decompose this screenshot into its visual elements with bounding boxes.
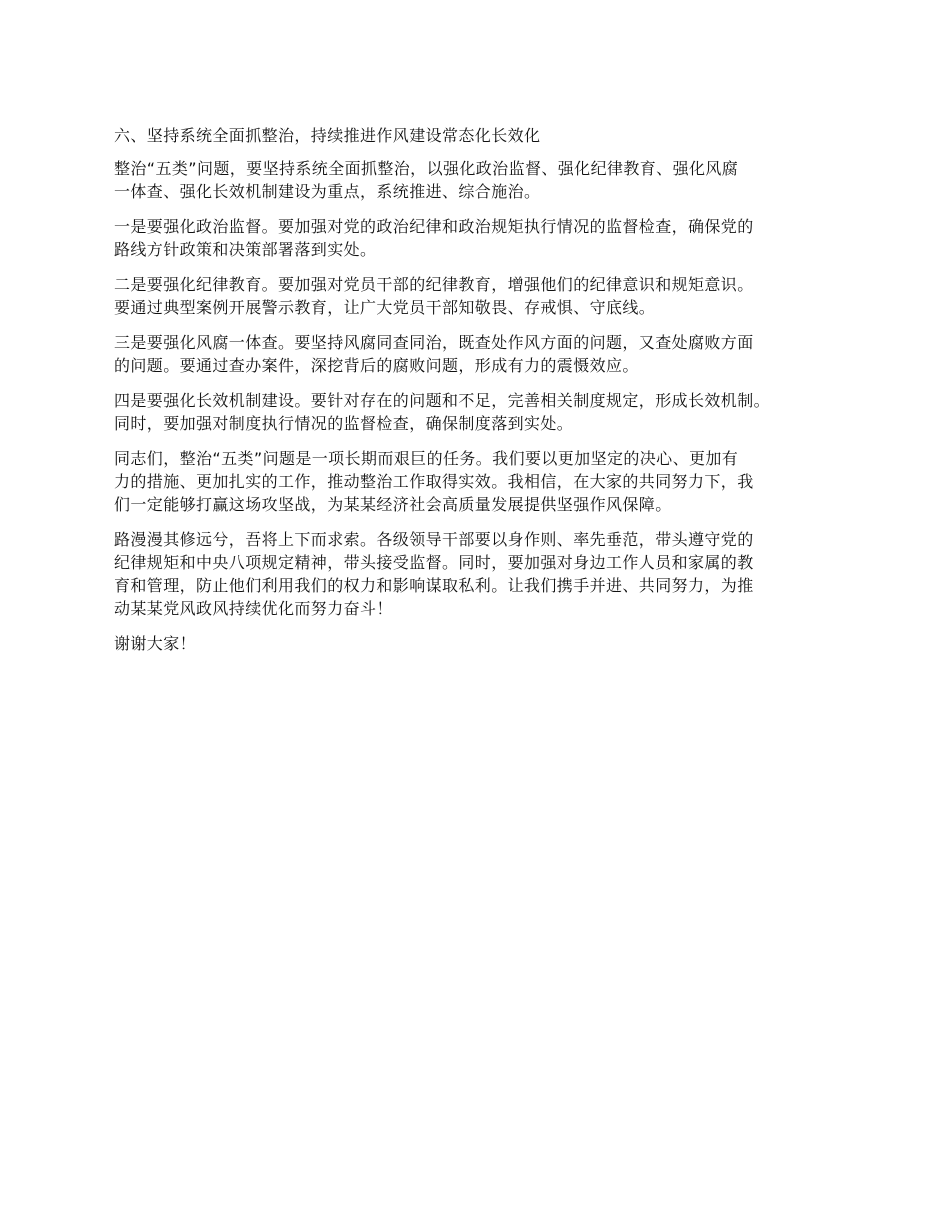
section-heading: 六、坚持系统全面抓整治，持续推进作风建设常态化长效化	[114, 126, 541, 145]
paragraph-political-supervision: 一是要强化政治监督。要加强对党的政治纪律和政治规矩执行情况的监督检查，确保党的 路线方针政策和决策部署落到实处。	[114, 217, 754, 259]
paragraph-comrades: 同志们，整治“五类”问题是一项长期而艰巨的任务。我们要以更加坚定的决心、更加有 力的措施、更加扎实的工作，推动整治工作取得实效。我相信，在大家的共同努力下，我 们一定能够打赢这场攻坚战，为某某经济社会高质量发展提供坚强作风保障。	[114, 449, 754, 514]
paragraph-discipline-education: 二是要强化纪律教育。要加强对党员干部的纪律教育，增强他们的纪律意识和规矩意识。 要通过典型案例开展警示教育，让广大党员干部知敬畏、存戒惧、守底线。	[114, 275, 754, 317]
paragraph-closing: 路漫漫其修远兮，吾将上下而求索。各级领导干部要以身作则、率先垂范，带头遵守党的 纪律规矩和中央八项规定精神，带头接受监督。同时，要加强对身边工作人员和家属的教 育和管理，防止他们利用我们的权力和影响谋取私利。让我们携手并进、共同努力，为推 动某某党风政风持续优化而努力奋斗！	[114, 530, 754, 618]
document-page	[114, 124, 854, 667]
paragraph-intro: 整治“五类”问题，要坚持系统全面抓整治，以强化政治监督、强化纪律教育、强化风腐 一体查、强化长效机制建设为重点，系统推进、综合施治。	[114, 159, 739, 201]
paragraph-thanks: 谢谢大家！	[114, 634, 197, 653]
paragraph-corruption-investigation: 三是要强化风腐一体查。要坚持风腐同查同治，既查处作风方面的问题，又查处腐败方面 的问题。要通过查办案件，深挖背后的腐败问题，形成有力的震慑效应。	[114, 333, 754, 375]
paragraph-long-term-mechanism: 四是要强化长效机制建设。要针对存在的问题和不足，完善相关制度规定，形成长效机制。 同时，要加强对制度执行情况的监督检查，确保制度落到实处。	[114, 391, 771, 433]
